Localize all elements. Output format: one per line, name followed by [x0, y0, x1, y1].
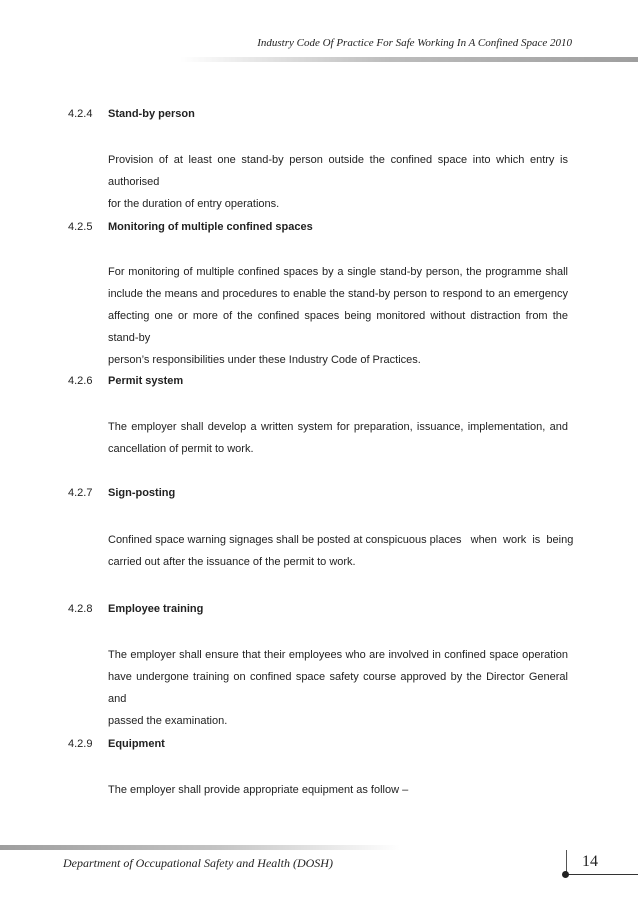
section-number: 4.2.7 [68, 487, 93, 499]
footer-department: Department of Occupational Safety and Health (DOSH) [63, 856, 333, 870]
section-body [108, 529, 574, 573]
body-line: have undergone training on confined space safety course approved by the Director General and [108, 671, 568, 705]
body-line: include the means and procedures to enable the stand-by person to respond to an emergency [108, 288, 568, 300]
body-line: Provision of at least one stand-by person outside the confined space into which entry is authorised [108, 154, 568, 188]
body-line: The employer shall ensure that their employees who are involved in confined space operation [108, 649, 568, 661]
section-number: 4.2.9 [68, 738, 93, 750]
section-number: 4.2.4 [68, 108, 93, 120]
running-header: Industry Code Of Practice For Safe Working In A Confined Space 2010 [257, 37, 572, 49]
body-line: passed the examination. [108, 715, 228, 727]
body-line: affecting one or more of the confined spaces being monitored without distraction from the stand-by [108, 310, 568, 344]
body-line: The employer shall provide appropriate equipment as follow – [108, 784, 409, 796]
section-body [108, 644, 568, 732]
section-number: 4.2.8 [68, 603, 93, 615]
section-title: Stand-by person [108, 108, 195, 120]
body-line: Confined space warning signages shall be posted at conspicuous places when work is being [108, 534, 574, 546]
section-title: Sign-posting [108, 487, 176, 499]
body-line: person’s responsibilities under these Industry Code of Practices. [108, 354, 421, 366]
page-number-rule [566, 874, 638, 875]
page-number-dot [562, 871, 569, 878]
body-line: For monitoring of multiple confined spaces by a single stand-by person, the programme shall [108, 266, 568, 278]
body-line: cancellation of permit to work. [108, 443, 254, 455]
header-rule [180, 57, 638, 62]
section-number: 4.2.6 [68, 375, 93, 387]
page-number: 14 [582, 853, 598, 870]
body-line: The employer shall develop a written system for preparation, issuance, implementation, and [108, 421, 568, 433]
section-body [108, 149, 568, 215]
footer-rule [0, 845, 400, 850]
section-title: Permit system [108, 375, 184, 387]
section-title: Equipment [108, 738, 165, 750]
section-body [108, 779, 568, 801]
section-body [108, 416, 568, 460]
body-line: carried out after the issuance of the permit to work. [108, 556, 356, 568]
section-body [108, 261, 568, 371]
section-title: Monitoring of multiple confined spaces [108, 221, 313, 233]
section-title: Employee training [108, 603, 204, 615]
body-line: for the duration of entry operations. [108, 198, 280, 210]
section-number: 4.2.5 [68, 221, 93, 233]
